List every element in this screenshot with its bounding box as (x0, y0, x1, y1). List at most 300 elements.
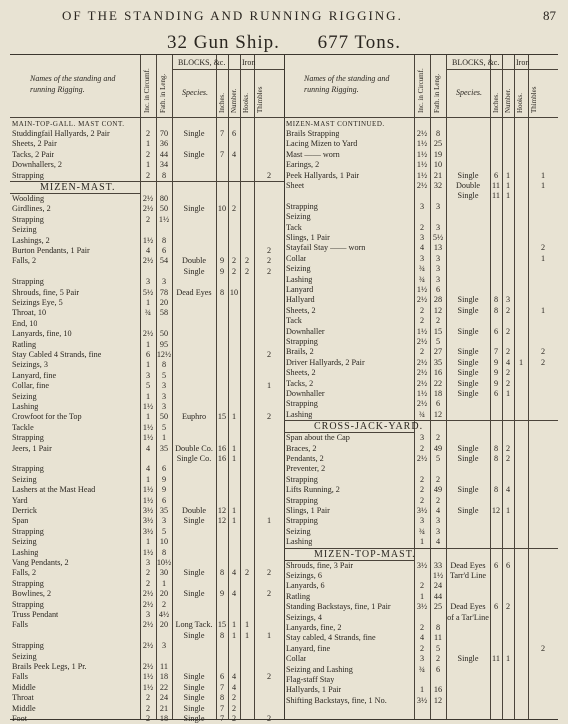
left-row-inch: 7 (219, 703, 225, 713)
left-row-circ: 2½ (142, 589, 154, 599)
right-row-name: Tack (286, 222, 302, 232)
left-row-num: 1 (231, 516, 237, 526)
left-inches-header: Inches. (218, 92, 226, 113)
right-row-circ: 1½ (416, 149, 428, 159)
right-row-species: Single (457, 378, 479, 388)
left-row-name: Yard (12, 495, 28, 505)
left-row-fath: 8 (161, 360, 167, 370)
right-row-species: Single (457, 326, 479, 336)
right-row-fath: 44 (433, 591, 443, 601)
header-bottom-rule (10, 117, 558, 118)
right-row-num: 2 (505, 347, 511, 357)
left-row-fath: 50 (159, 204, 169, 214)
left-row-circ: 3 (145, 558, 151, 567)
left-row-circ: 1½ (142, 402, 154, 411)
left-row-name: Seizing (12, 474, 37, 484)
right-row-inch: 11 (492, 181, 500, 190)
right-row-name: Brails Strapping (286, 129, 340, 138)
right-row-circ: 3 (419, 433, 425, 443)
right-row-name: Shifting Backstays, fine, 1 No. (286, 695, 387, 705)
right-row-species: Single (457, 368, 479, 378)
right-row-fath: 2 (435, 495, 441, 505)
left-row-name: Seizings Eye, 5 (12, 298, 63, 307)
left-row-fath: 8 (161, 170, 167, 180)
left-row-fath: 35 (159, 443, 169, 453)
right-row-name: Strapping (286, 495, 318, 505)
right-row-name: Seizings, 4 (286, 612, 322, 622)
left-row-circ: 2½ (142, 599, 154, 609)
right-row-name: Seizing (286, 526, 311, 536)
right-row-fath: 18 (433, 389, 443, 398)
left-row-circ: 3 (145, 370, 151, 380)
right-row-name: Shrouds, fine, 3 Pair (286, 560, 354, 570)
left-row-circ: 1 (145, 412, 151, 422)
right-row-fath: 8 (435, 623, 441, 632)
right-row-circ: 1½ (416, 160, 428, 170)
left-row-fath: 22 (159, 682, 169, 692)
left-row-circ: 1 (145, 360, 151, 370)
left-row-num: 2 (231, 693, 237, 703)
left-row-name: Derrick (12, 506, 38, 515)
right-row-num: 2 (505, 602, 511, 612)
right-row-circ: 2 (419, 474, 425, 484)
left-row-species: Double (181, 256, 207, 266)
left-row-fath: 3 (161, 391, 167, 401)
right-row-species: Single (457, 295, 479, 305)
right-row-name: Lashing (286, 274, 313, 284)
left-row-name: Strapping (12, 170, 44, 180)
left-row-name: Strapping (12, 277, 44, 287)
left-row-circ: 2½ (142, 194, 154, 203)
right-row-circ: 1½ (416, 139, 428, 149)
right-row-num: 1 (505, 181, 511, 190)
left-row-name: Falls, 2 (12, 568, 37, 578)
left-row-circ: 2½ (142, 329, 154, 339)
left-row-circ: 6 (145, 350, 151, 359)
left-row-circ: 2 (145, 129, 151, 138)
right-iron-header: Iron (516, 58, 530, 67)
left-row-circ: 4 (145, 246, 151, 255)
right-species-header: Species. (456, 88, 482, 97)
left-row-inch: 8 (219, 693, 225, 703)
left-row-inch: 16 (217, 443, 227, 453)
right-blocks-rule (446, 69, 514, 70)
right-row-num: 3 (505, 295, 511, 305)
left-row-name: Burton Pendants, 1 Pair (12, 246, 90, 255)
left-row-thim: 2 (266, 568, 272, 578)
left-row-name: Strapping (12, 214, 44, 224)
left-blocks-rule (172, 69, 240, 70)
right-row-name: Lanyards, fine, 2 (286, 623, 342, 632)
right-row-name: Seizing and Lashing (286, 664, 353, 674)
left-row-species: Single (183, 693, 205, 703)
left-row-circ: 1 (145, 339, 151, 349)
left-row-inch: 9 (219, 256, 225, 266)
left-row-name: Shrouds, fine, 5 Pair (12, 287, 80, 297)
right-row-num: 4 (505, 357, 511, 367)
left-row-name: Foot (12, 714, 28, 723)
left-row-thim: 2 (266, 412, 272, 422)
right-row-inch: 6 (493, 560, 499, 570)
right-row-circ: 2 (419, 443, 425, 453)
left-row-circ: 1½ (142, 422, 154, 432)
right-row-name: Collar (286, 253, 307, 263)
right-row-name: Lacing Mizen to Yard (286, 139, 358, 149)
left-row-name: Girdlines, 2 (12, 204, 51, 214)
running-head-title: OF THE STANDING AND RUNNING RIGGING. (62, 8, 403, 23)
right-row-circ: ¾ (418, 274, 426, 284)
left-row-fath: 35 (159, 506, 169, 515)
right-row-fath: 35 (433, 357, 443, 367)
right-row-name: Flag-staff Stay (286, 675, 335, 684)
left-row-circ: 1 (145, 537, 151, 547)
left-row-fath: 3 (161, 641, 167, 651)
right-row-circ: 3 (419, 233, 425, 242)
right-row-circ: 2 (419, 623, 425, 632)
right-row-name: Lanyard, fine (286, 643, 331, 653)
left-row-thim: 2 (266, 672, 272, 682)
right-row-circ: 2½ (416, 378, 428, 388)
left-row-fath: 80 (159, 194, 169, 203)
left-row-hook: 2 (244, 568, 250, 578)
left-row-species: Single (183, 568, 205, 578)
left-row-name: Seizing (12, 651, 37, 661)
left-row-fath: 6 (161, 246, 167, 255)
left-row-hook: 2 (244, 266, 250, 276)
left-row-fath: 9 (161, 485, 167, 495)
right-row-fath: 2 (435, 474, 441, 484)
left-row-name: Throat, 10 (12, 308, 47, 318)
left-row-circ: 1½ (142, 235, 154, 245)
right-row-circ: 1 (419, 685, 425, 695)
left-row-thim: 2 (266, 246, 272, 255)
left-row-name: Vang Pendants, 2 (12, 558, 69, 567)
left-circ-header: Inc. in Circumf. (143, 68, 151, 113)
right-row-name: Seizing (286, 212, 311, 222)
right-row-circ: 2½ (416, 129, 428, 138)
right-row-num: 4 (505, 485, 511, 495)
left-row-name: Span (12, 516, 29, 526)
right-row-num: 1 (505, 506, 511, 515)
right-row-name: Lashing (286, 409, 313, 419)
right-row-fath: 12 (433, 695, 443, 705)
left-species-header: Species. (182, 88, 208, 97)
right-row-circ: 1½ (416, 170, 428, 180)
right-row-inch: 6 (493, 602, 499, 612)
left-row-thim: 2 (266, 714, 272, 723)
left-col-rule (240, 55, 241, 719)
left-row-fath: 3 (161, 402, 167, 411)
right-row-fath: 12 (433, 305, 443, 315)
left-row-name: Falls (12, 620, 28, 630)
left-row-species: Single (183, 703, 205, 713)
left-row-num: 2 (231, 204, 237, 214)
left-row-name: Tackle (12, 422, 34, 432)
right-row-species: Single (457, 191, 479, 201)
left-row-name: Falls (12, 672, 28, 682)
left-row-circ: 2½ (142, 256, 154, 266)
right-row-circ: 2 (419, 643, 425, 653)
right-row-fath: 32 (433, 181, 443, 190)
left-row-name: Studdingfail Hallyards, 2 Pair (12, 129, 110, 138)
left-row-inch: 16 (217, 454, 227, 463)
right-fath-header: Fath. in Leng. (433, 73, 441, 113)
right-row-species: Single (457, 305, 479, 315)
right-row-inch: 11 (492, 654, 500, 664)
right-row-num: 2 (505, 368, 511, 378)
left-row-fath: 2 (161, 599, 167, 609)
left-row-fath: 50 (159, 412, 169, 422)
left-row-fath: 58 (159, 308, 169, 318)
left-row-species: Single (183, 204, 205, 214)
right-row-fath: 19 (433, 149, 443, 159)
right-row-fath: 5 (435, 643, 441, 653)
left-row-inch: 7 (219, 714, 225, 723)
left-row-circ: 2 (145, 703, 151, 713)
left-row-species: Single (183, 129, 205, 138)
left-hooks-header: Hooks. (242, 92, 250, 113)
right-row-circ: 2 (419, 222, 425, 232)
right-row-fath: 3 (435, 201, 441, 211)
right-row-circ: 3½ (416, 506, 428, 515)
left-row-name: Downhallers, 2 (12, 160, 63, 170)
right-row-fath: 3 (435, 264, 441, 274)
right-row-name: Stayfail Stay —— worn (286, 243, 366, 253)
left-row-num: 6 (231, 129, 237, 138)
right-row-circ: 4 (419, 243, 425, 253)
gun-ship-label: 32 Gun Ship. (167, 32, 280, 53)
left-row-circ: 2½ (142, 641, 154, 651)
right-row-num: 2 (505, 305, 511, 315)
right-row-name: Strapping (286, 399, 318, 409)
left-row-num: 1 (231, 630, 237, 640)
right-row-num: 6 (505, 560, 511, 570)
right-row-circ: 3½ (416, 602, 428, 612)
right-row-fath: 16 (433, 368, 443, 378)
left-row-name: Stay Cabled 4 Strands, fine (12, 350, 102, 359)
left-row-circ: 5½ (142, 287, 154, 297)
right-row-name: Peek Hallyards, 1 Pair (286, 170, 360, 180)
right-row-circ: 2 (419, 305, 425, 315)
running-head (0, 4, 568, 26)
left-row-inch: 15 (217, 412, 227, 422)
page-number: 87 (543, 8, 556, 23)
right-row-fath: 49 (433, 485, 443, 495)
right-row-fath: 2 (435, 433, 441, 443)
left-row-circ: 3 (145, 277, 151, 287)
left-row-thim: 1 (266, 630, 272, 640)
right-row-thim: 2 (540, 357, 546, 367)
right-row-fath: 28 (433, 295, 443, 305)
left-row-fath: 3 (161, 381, 167, 391)
left-iron-header: Iron (242, 58, 256, 67)
left-row-species: Single (183, 589, 205, 599)
left-row-circ: 1 (145, 474, 151, 484)
left-row-circ: 3½ (142, 506, 154, 515)
left-row-name: Lanyards, fine, 10 (12, 329, 72, 339)
right-row-fath: 5 (435, 337, 441, 346)
right-hooks-header: Hooks. (516, 92, 524, 113)
left-row-name: Throat (12, 693, 34, 703)
right-row-circ: 2 (419, 495, 425, 505)
left-row-hook: 1 (244, 620, 250, 630)
right-row-name: Sheets, 2 (286, 305, 316, 315)
right-row-circ: 2½ (416, 399, 428, 409)
left-row-hook: 2 (244, 256, 250, 266)
right-section-title: MIZEN-TOP-MAST. (314, 548, 416, 560)
left-row-inch: 15 (217, 620, 227, 630)
right-row-inch: 8 (493, 454, 499, 463)
left-row-circ: 1½ (142, 682, 154, 692)
left-row-species: Single (183, 149, 205, 159)
left-row-fath: 36 (159, 139, 169, 149)
ship-subtitle (0, 32, 568, 54)
left-row-fath: 18 (159, 714, 169, 723)
right-iron-rule (514, 69, 558, 70)
right-row-fath: 33 (433, 560, 443, 570)
left-row-circ: 3½ (142, 526, 154, 536)
right-row-num: 1 (505, 389, 511, 398)
left-row-species: Single (183, 516, 205, 526)
right-row-species: Single (457, 454, 479, 463)
right-row-name: Driver Hallyards, 2 Pair (286, 357, 365, 367)
left-row-fath: 1 (161, 578, 167, 588)
left-row-num: 4 (231, 672, 237, 682)
right-row-fath: 6 (435, 664, 441, 674)
right-row-inch: 8 (493, 295, 499, 305)
left-row-inch: 8 (219, 287, 225, 297)
left-row-thim: 1 (266, 381, 272, 391)
right-row-inch: 9 (493, 368, 499, 378)
right-row-inch: 6 (493, 170, 499, 180)
left-row-num: 2 (231, 714, 237, 723)
right-row-name: Slings, 1 Pair (286, 506, 330, 515)
right-row-fath: 25 (433, 602, 443, 612)
left-row-circ: 4 (145, 443, 151, 453)
left-row-name: Strapping (12, 526, 44, 536)
left-row-fath: 78 (159, 287, 169, 297)
right-row-circ: 1½ (416, 326, 428, 336)
left-row-fath: 1 (161, 433, 167, 443)
right-row-circ: 2 (419, 485, 425, 495)
left-row-thim: 2 (266, 256, 272, 266)
right-row-species: Single (457, 357, 479, 367)
right-row-name: Strapping (286, 516, 318, 526)
right-section-title: MIZEN-MAST CONTINUED. (286, 120, 385, 128)
left-row-fath: 3 (161, 516, 167, 526)
right-blocks-header: BLOCKS, &c. (452, 58, 500, 67)
right-row-circ: ¾ (418, 264, 426, 274)
left-row-species: Dead Eyes (176, 287, 212, 297)
right-row-name: Lanyards, 6 (286, 581, 325, 591)
left-row-fath: 5 (161, 422, 167, 432)
right-row-fath: 12 (433, 409, 443, 419)
left-row-name: Lashers at the Mast Head (12, 485, 96, 495)
left-row-name: Middle (12, 682, 36, 692)
left-iron-rule (240, 69, 284, 70)
left-row-name: Ratling (12, 339, 37, 349)
right-row-fath: 3 (435, 274, 441, 284)
left-row-name: Seizing (12, 537, 37, 547)
right-row-circ: 2½ (416, 337, 428, 346)
left-row-name: Woolding (12, 194, 45, 203)
right-row-fath: 24 (433, 581, 443, 591)
right-row-circ: 3 (419, 201, 425, 211)
right-row-hook: 1 (518, 357, 524, 367)
right-row-circ: 2½ (416, 454, 428, 463)
right-row-inch: 9 (493, 357, 499, 367)
right-row-name: Strapping (286, 201, 318, 211)
left-names-header: Names of the standing and running Rigging. (30, 74, 116, 94)
right-names-header: Names of the standing and running Rigging. (304, 74, 390, 94)
right-row-species: Single (457, 347, 479, 357)
left-row-inch: 9 (219, 589, 225, 599)
right-row-fath: 3 (435, 516, 441, 526)
right-row-circ: 2½ (416, 181, 428, 190)
right-row-circ: 2½ (416, 357, 428, 367)
right-number-header: Number. (504, 88, 512, 113)
left-section-title: MAIN-TOP-GALL. MAST CONT. (12, 120, 125, 128)
right-row-circ: 1 (419, 591, 425, 601)
left-row-num: 4 (231, 589, 237, 599)
tons-label: 677 Tons. (317, 32, 401, 53)
left-row-circ: 1 (145, 160, 151, 170)
right-row-inch: 11 (492, 191, 500, 201)
left-row-fath: 20 (159, 298, 169, 307)
right-row-fath: 1½ (432, 571, 444, 580)
left-row-fath: 10 (159, 537, 169, 547)
left-row-inch: 7 (219, 129, 225, 138)
left-row-fath: 4½ (158, 610, 170, 619)
right-row-circ: 3 (419, 253, 425, 263)
left-row-circ: 1½ (142, 433, 154, 443)
left-row-name: Jeers, 1 Pair (12, 443, 52, 453)
left-row-thim: 2 (266, 266, 272, 276)
left-row-species: Single Co. (176, 454, 212, 463)
right-row-name: Lanyard (286, 285, 314, 294)
right-row-fath: 2 (435, 654, 441, 664)
left-row-inch: 8 (219, 568, 225, 578)
right-row-species: Single (457, 654, 479, 664)
left-row-name: Strapping (12, 433, 44, 443)
left-row-fath: 6 (161, 495, 167, 505)
right-row-circ: ¾ (418, 664, 426, 674)
right-row-circ: 1 (419, 537, 425, 547)
left-blocks-header: BLOCKS, &c. (178, 58, 226, 67)
right-row-inch: 9 (493, 378, 499, 388)
left-row-inch: 10 (217, 204, 227, 214)
right-row-fath: 4 (435, 506, 441, 515)
left-row-inch: 7 (219, 682, 225, 692)
left-row-num: 4 (231, 149, 237, 159)
left-number-header: Number. (230, 88, 238, 113)
right-row-species: Tarr'd Line (449, 571, 487, 580)
right-row-name: Slings, 1 Pair (286, 233, 330, 242)
left-fath-header: Fath. in Leng. (159, 73, 167, 113)
left-row-circ: 2 (145, 568, 151, 578)
left-row-num: 10 (229, 287, 239, 297)
right-row-thim: 2 (540, 643, 546, 653)
right-row-circ: ¾ (418, 409, 426, 419)
left-row-fath: 5 (161, 526, 167, 536)
right-row-name: Preventer, 2 (286, 464, 326, 474)
left-row-name: Lanyard, fine (12, 370, 57, 380)
left-row-name: Seizing (12, 225, 37, 235)
left-row-inch: 12 (217, 506, 227, 515)
left-row-thim: 1 (266, 516, 272, 526)
left-row-thim: 2 (266, 170, 272, 180)
left-row-inch: 9 (219, 266, 225, 276)
